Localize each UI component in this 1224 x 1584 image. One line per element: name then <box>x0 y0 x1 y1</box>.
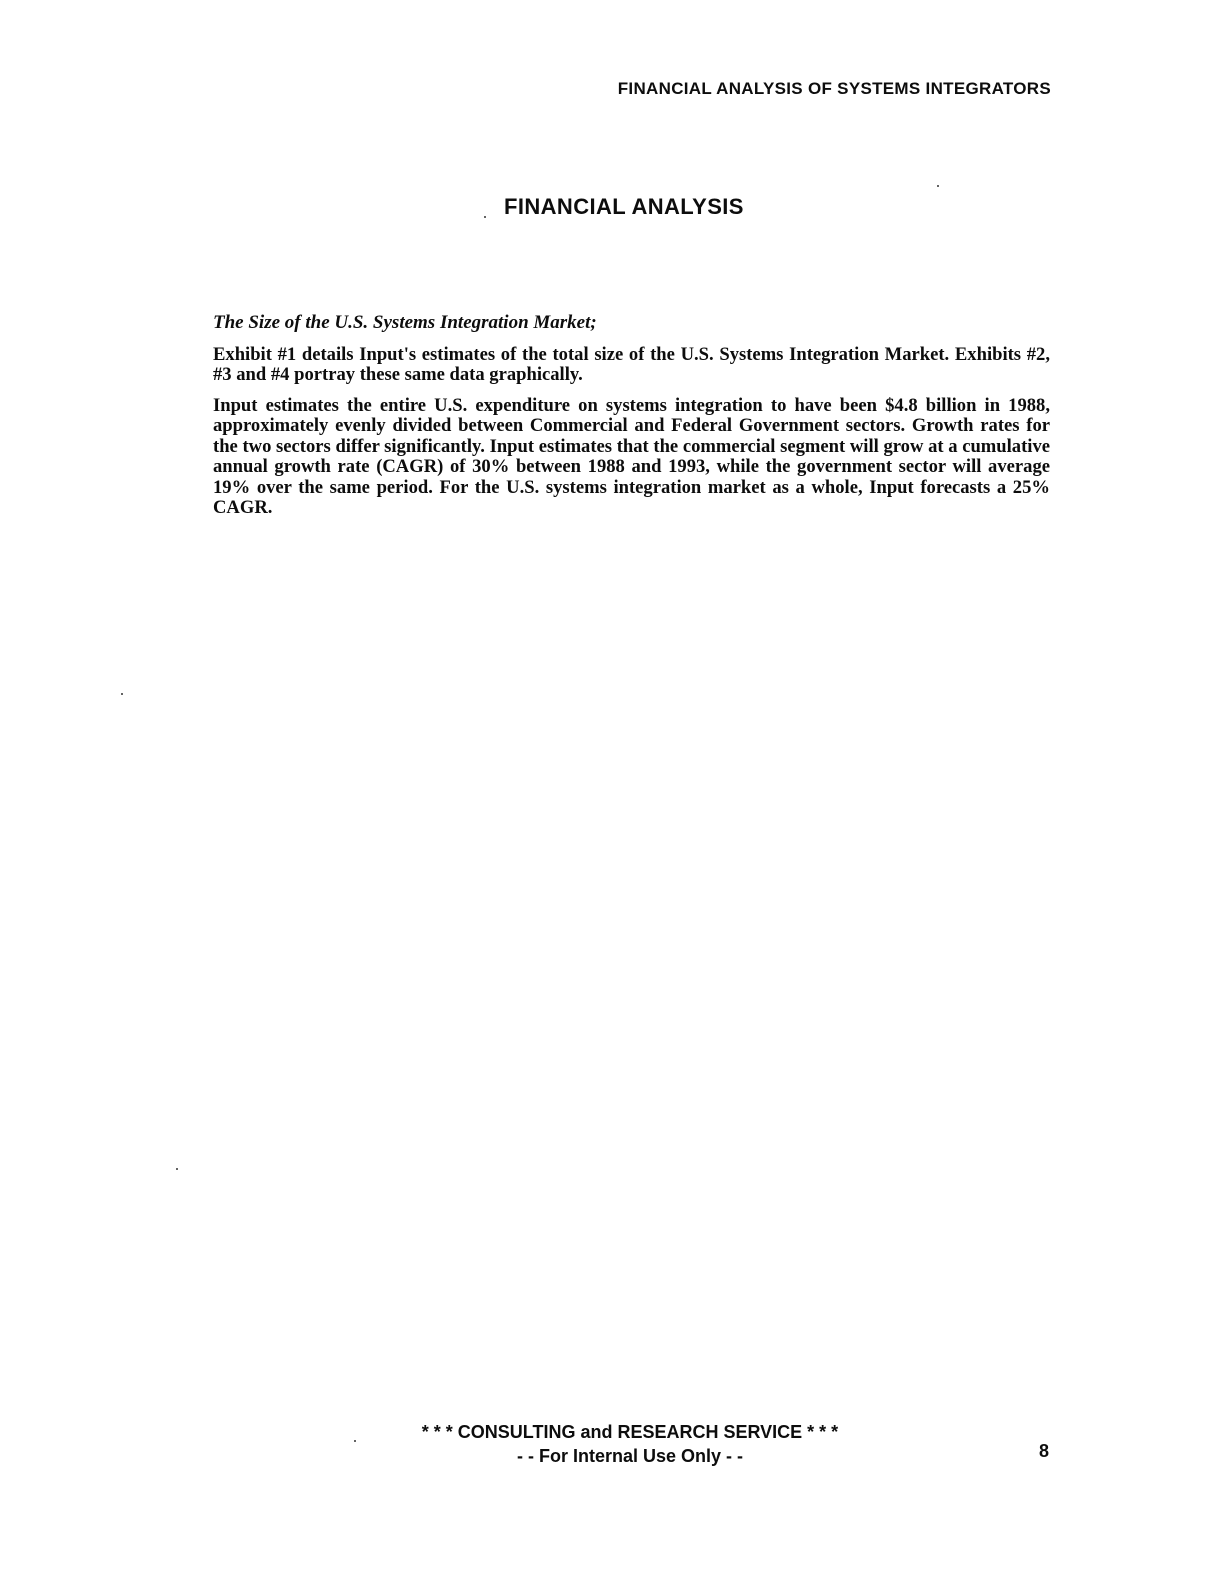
scan-speck <box>176 1168 178 1170</box>
running-header: FINANCIAL ANALYSIS OF SYSTEMS INTEGRATORS <box>617 79 1051 98</box>
footer-internal-line: - - For Internal Use Only - - <box>516 1446 744 1466</box>
scan-speck <box>484 216 486 218</box>
scan-speck <box>121 693 123 695</box>
paragraph-exhibits: Exhibit #1 details Input's estimates of the total size of the U.S. Systems Integration Market. Exhibits #2, #3 and #4 portray these same data graphically. <box>213 343 1050 385</box>
main-content <box>213 313 1050 529</box>
page-number: 8 <box>1039 1441 1050 1461</box>
scan-speck <box>937 185 939 187</box>
paragraph-market-estimates: Input estimates the entire U.S. expenditure on systems integration to have been $4.8 billion in 1988, approximately evenly divided between Commercial and Federal Government sectors. Growth rates for the two sectors differ significantly. Input estimates that the commercial segment will grow at a cumulative annual growth rate (CAGR) of 30% between 1988 and 1993, while the government sector will average 19% over the same period. For the U.S. systems integration market as a whole, Input forecasts a 25% CAGR. <box>213 394 1050 518</box>
section-heading: The Size of the U.S. Systems Integration Market; <box>213 312 597 333</box>
page-title: FINANCIAL ANALYSIS <box>504 194 744 219</box>
footer-service-line: * * * CONSULTING and RESEARCH SERVICE * * * <box>421 1422 839 1442</box>
scan-speck <box>354 1440 356 1442</box>
